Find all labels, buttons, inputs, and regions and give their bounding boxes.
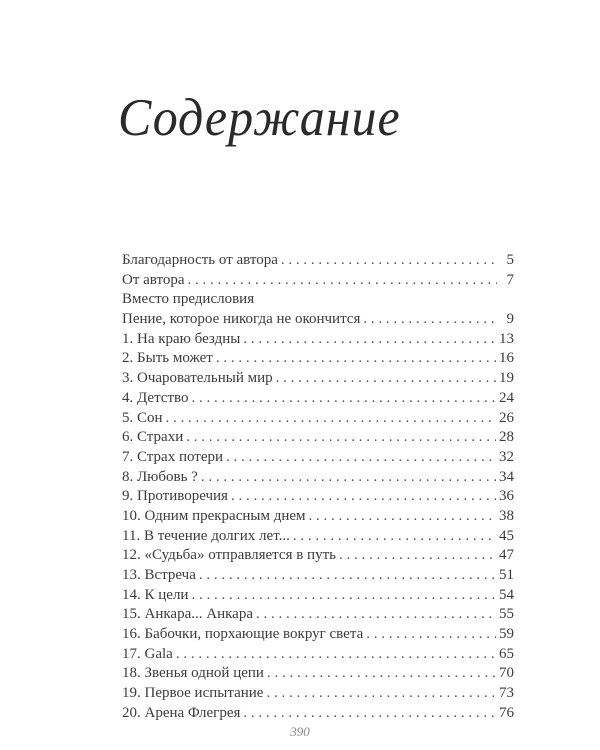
toc-entry-page: 24	[499, 389, 514, 406]
dot-leader	[243, 330, 496, 350]
toc-entry-page: 13	[499, 330, 514, 347]
toc-entry-page: 38	[499, 507, 514, 524]
toc-entry[interactable]	[122, 428, 514, 448]
toc-entry-page: 51	[499, 567, 514, 583]
toc-entry-page: 70	[499, 665, 514, 682]
toc-entry-page: 65	[499, 645, 514, 662]
toc-entry-label: 20. Арена Флегрея	[122, 704, 241, 721]
toc-entry-label: 8. Любовь ?	[122, 468, 198, 485]
toc-entry-label: 3. Очаровательный мир	[122, 370, 273, 387]
dot-leader	[339, 546, 496, 566]
toc-entry-label: 17. Gala	[122, 645, 173, 662]
toc-entry-label: 9. Противоречия	[122, 488, 228, 505]
toc-entry[interactable]	[122, 448, 514, 468]
toc-entry-page: 7	[506, 271, 514, 288]
toc-entry-page: 55	[499, 606, 514, 623]
dot-leader	[266, 684, 496, 704]
toc-entry-page: 76	[499, 704, 514, 721]
toc-entry-label: От автора	[122, 271, 185, 288]
toc-entry-label: 15. Анкара... Анкара	[122, 606, 253, 623]
toc-entry[interactable]	[122, 310, 514, 330]
toc-entry-label: 10. Одним прекрасным днем	[122, 507, 306, 524]
dot-leader	[366, 625, 496, 645]
dot-leader	[199, 566, 496, 586]
toc-entry[interactable]	[122, 605, 514, 625]
dot-leader	[216, 349, 496, 369]
toc-entry-page: 26	[499, 409, 514, 426]
toc-entry-label: 13. Встреча	[122, 567, 196, 583]
toc-entry-label: 4. Детство	[122, 389, 189, 406]
toc-entry-label: Пение, которое никогда не окончится	[122, 311, 361, 328]
toc-entry-page: 45	[499, 527, 514, 544]
toc-entry-page: 32	[499, 448, 514, 465]
toc-entry[interactable]	[122, 251, 514, 271]
toc-entry[interactable]	[122, 349, 514, 369]
toc-entry-label: 5. Сон	[122, 409, 163, 426]
dot-leader	[231, 487, 496, 507]
page-number: 390	[290, 724, 310, 739]
dot-leader	[176, 645, 496, 665]
dot-leader	[191, 586, 496, 606]
toc-entry-page: 54	[499, 586, 514, 603]
toc-entry[interactable]	[122, 487, 514, 507]
toc-entry-page: 5	[506, 252, 514, 268]
toc-entry[interactable]	[122, 290, 514, 310]
toc-entry[interactable]	[122, 271, 514, 291]
dot-leader	[186, 428, 496, 448]
toc-entry-label: 1. На краю бездны	[122, 330, 241, 347]
toc-entry-page: 34	[499, 468, 514, 485]
dot-leader	[293, 527, 496, 547]
toc-entry-page: 19	[499, 370, 514, 387]
toc-entry-label: 19. Первое испытание	[122, 685, 264, 702]
toc-entry[interactable]	[122, 704, 514, 724]
dot-leader	[226, 448, 496, 468]
dot-leader	[309, 507, 496, 527]
toc-entry[interactable]	[122, 409, 514, 429]
toc-entry-label: 11. В течение долгих лет...	[122, 527, 290, 544]
toc-entry[interactable]	[122, 330, 514, 350]
page-title: Содержание	[118, 87, 401, 147]
toc-entry[interactable]	[122, 664, 514, 684]
toc-entry[interactable]	[122, 566, 514, 586]
dot-leader	[256, 605, 496, 625]
toc-entry-label: Благодарность от автора	[122, 252, 278, 268]
dot-leader	[267, 664, 496, 684]
toc-entry[interactable]	[122, 625, 514, 645]
toc-entry-label: 14. К цели	[122, 586, 189, 603]
toc-entry[interactable]	[122, 546, 514, 566]
toc-entry-label: 12. «Судьба» отправляется в путь	[122, 547, 336, 564]
toc-entry-label: 7. Страх потери	[122, 448, 224, 465]
dot-leader	[188, 271, 497, 291]
toc-entry[interactable]	[122, 468, 514, 488]
toc-entry-page: 73	[499, 685, 514, 702]
dot-leader	[243, 704, 496, 724]
dot-leader	[192, 389, 496, 409]
table-of-contents	[122, 251, 514, 724]
toc-entry-page: 16	[499, 350, 514, 367]
dot-leader	[363, 310, 497, 330]
toc-entry-page: 28	[499, 429, 514, 446]
toc-entry[interactable]	[122, 369, 514, 389]
dot-leader	[281, 251, 497, 271]
toc-entry[interactable]	[122, 527, 514, 547]
toc-entry-page: 9	[506, 311, 514, 328]
toc-entry[interactable]	[122, 389, 514, 409]
dot-leader	[276, 369, 496, 389]
toc-entry[interactable]	[122, 645, 514, 665]
toc-entry-label: 2. Быть может	[122, 350, 213, 367]
toc-entry-label: 18. Звенья одной цепи	[122, 665, 264, 682]
toc-entry[interactable]	[122, 507, 514, 527]
toc-entry-page: 59	[499, 626, 514, 643]
toc-entry-label: Вместо предисловия	[122, 291, 255, 308]
toc-entry[interactable]	[122, 684, 514, 704]
toc-entry-label: 6. Страхи	[122, 429, 184, 446]
toc-entry-label: 16. Бабочки, порхающие вокруг света	[122, 626, 364, 643]
dot-leader	[201, 468, 496, 488]
toc-entry-page: 36	[499, 488, 514, 505]
toc-entry[interactable]	[122, 586, 514, 606]
toc-entry-page: 47	[499, 547, 514, 564]
dot-leader	[166, 409, 496, 429]
